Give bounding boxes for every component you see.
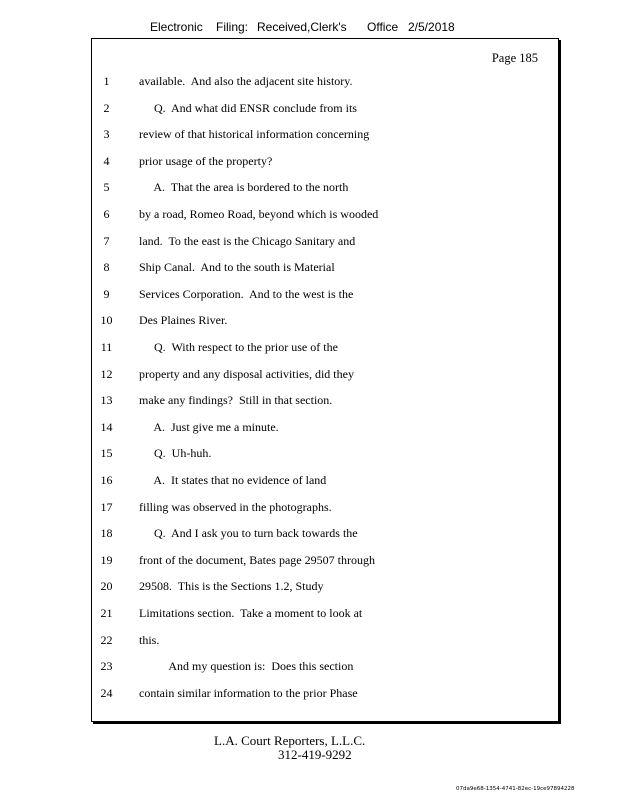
transcript-line (92, 101, 558, 121)
page-number: Page 185 (491, 51, 538, 65)
stamp-word: Electronic (150, 20, 203, 34)
line-text: A. Just give me a minute. (139, 419, 279, 434)
transcript-line (92, 500, 558, 520)
line-number: 24 (100, 685, 113, 700)
line-number: 11 (100, 340, 113, 354)
stamp-word: Received,Clerk's (257, 20, 347, 34)
line-text: land. To the east is the Chicago Sanitary and (139, 233, 356, 248)
line-number: 3 (103, 127, 110, 142)
transcript-line (92, 367, 558, 387)
line-number: 9 (103, 286, 110, 301)
transcript-line (92, 207, 558, 227)
transcript-line (92, 313, 558, 333)
line-number: 13 (100, 393, 113, 408)
stamp-word: Filing: (216, 20, 249, 34)
stamp-word: 2/5/2018 (408, 20, 455, 34)
line-number: 20 (100, 579, 113, 594)
transcript-line (92, 127, 558, 147)
line-number: 17 (100, 499, 113, 514)
line-number: 6 (103, 207, 110, 221)
line-text: Q. And what did ENSR conclude from its (139, 100, 357, 115)
footer-phone: 312-419-9292 (278, 747, 352, 762)
line-text: contain similar information to the prior Phase (139, 685, 358, 700)
transcript-line (92, 579, 558, 599)
line-text: Q. And I ask you to turn back towards the (139, 526, 358, 541)
document-hash: 07da9e68-1354-4741-82ec-19ce97894228 (456, 786, 575, 792)
line-text: review of that historical information concerning (139, 127, 370, 142)
transcript-line (92, 606, 558, 626)
transcript-line (92, 553, 558, 573)
line-number: 21 (100, 606, 113, 620)
transcript-line (92, 633, 558, 653)
line-text: filling was observed in the photographs. (139, 499, 332, 514)
transcript-line (92, 180, 558, 200)
line-text: Ship Canal. And to the south is Material (139, 260, 335, 275)
transcript-line (92, 446, 558, 466)
line-text: Q. With respect to the prior use of the (139, 340, 338, 354)
transcript-line (92, 154, 558, 174)
transcript-line (92, 659, 558, 679)
line-number: 19 (100, 552, 113, 567)
line-text: Q. Uh-huh. (139, 446, 212, 461)
line-number: 4 (103, 153, 110, 168)
line-number: 1 (103, 74, 110, 88)
line-number: 5 (103, 180, 110, 195)
transcript-line (92, 393, 558, 413)
line-number: 15 (100, 446, 113, 461)
transcript-page-frame (91, 38, 559, 722)
transcript-line (92, 686, 558, 706)
line-text: Services Corporation. And to the west is the (139, 286, 354, 301)
transcript-line (92, 420, 558, 440)
line-number: 8 (103, 260, 110, 275)
line-text: A. That the area is bordered to the north (139, 180, 349, 195)
line-text: by a road, Romeo Road, beyond which is wooded (139, 207, 379, 221)
line-number: 23 (100, 659, 113, 674)
line-text: this. (139, 632, 160, 647)
line-text: available. And also the adjacent site history. (139, 74, 353, 88)
transcript-line (92, 526, 558, 546)
line-number: 18 (100, 526, 113, 541)
line-text: Des Plaines River. (139, 313, 228, 328)
line-number: 16 (100, 473, 113, 487)
line-text: A. It states that no evidence of land (139, 473, 327, 487)
line-text: 29508. This is the Sections 1.2, Study (139, 579, 324, 594)
line-number: 2 (103, 100, 110, 115)
line-text: property and any disposal activities, did they (139, 366, 354, 381)
line-number: 7 (103, 233, 110, 248)
line-text: prior usage of the property? (139, 153, 273, 168)
line-text: And my question is: Does this section (139, 659, 354, 674)
line-text: front of the document, Bates page 29507 through (139, 552, 375, 567)
line-number: 14 (100, 419, 113, 434)
stamp-word: Office (367, 20, 399, 34)
line-number: 10 (100, 313, 113, 328)
transcript-line (92, 340, 558, 360)
line-number: 12 (100, 366, 113, 381)
transcript-line (92, 74, 558, 94)
line-number: 22 (100, 632, 113, 647)
transcript-line (92, 473, 558, 493)
line-text: Limitations section. Take a moment to look at (139, 606, 363, 620)
transcript-line (92, 234, 558, 254)
line-text: make any findings? Still in that section. (139, 393, 333, 408)
transcript-line (92, 260, 558, 280)
footer-company: L.A. Court Reporters, L.L.C. (214, 733, 366, 748)
transcript-line (92, 287, 558, 307)
